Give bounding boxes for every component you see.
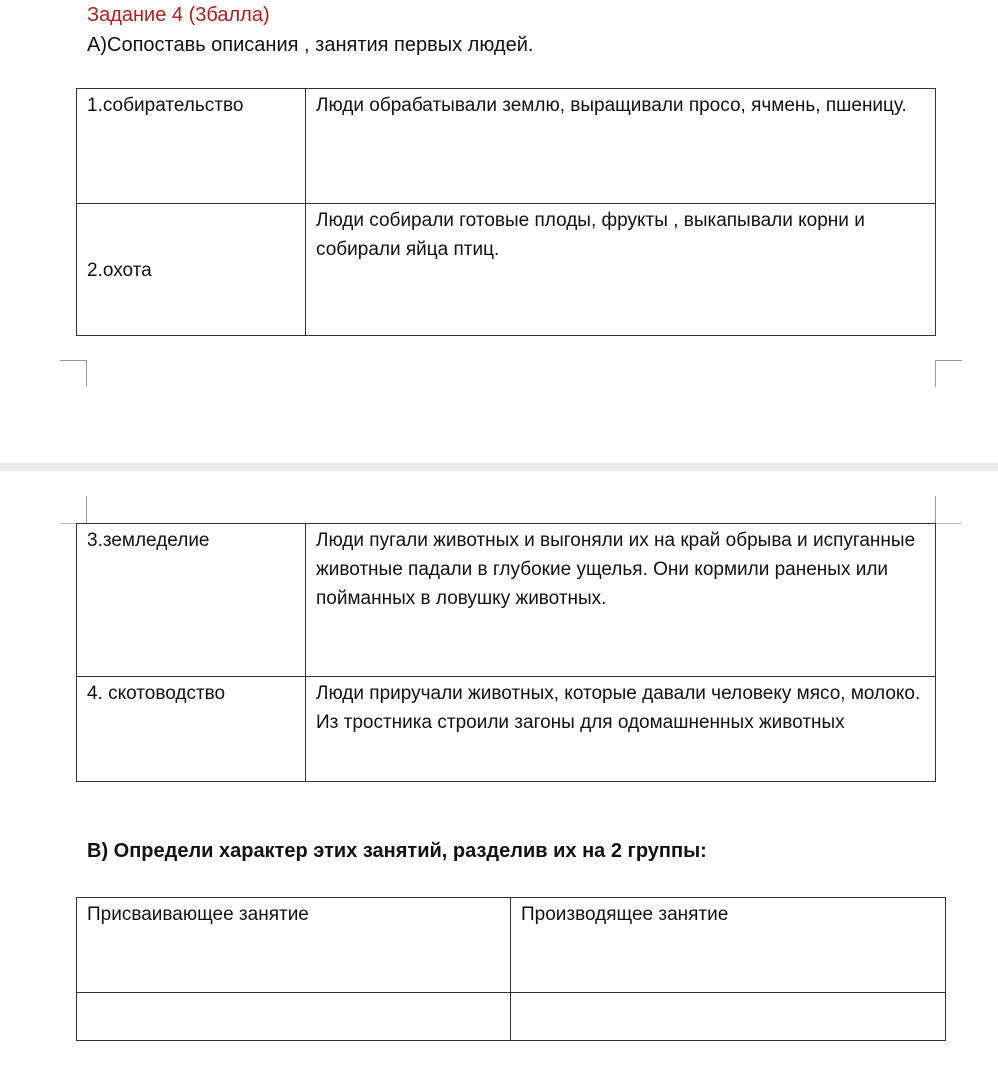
term-cell: 2.охота xyxy=(77,204,306,336)
matching-table-page2 xyxy=(76,523,936,782)
table-row xyxy=(77,677,936,782)
answer-cell[interactable] xyxy=(77,993,511,1041)
margin-mark xyxy=(935,360,936,387)
table-row xyxy=(77,993,946,1041)
margin-mark xyxy=(935,360,962,361)
table-row xyxy=(77,898,946,993)
margin-mark xyxy=(86,496,87,523)
task-title: Задание 4 (3балла) xyxy=(87,4,270,26)
part-b-heading: В) Определи характер этих занятий, разделив их на 2 группы: xyxy=(87,840,707,862)
table-row xyxy=(77,89,936,204)
description-cell: Люди пугали животных и выгоняли их на край обрыва и испуганные животные падали в глубокие ущелья. Они кормили раненых или пойманных в ловушку животных. xyxy=(306,524,936,677)
part-a-heading: А)Сопоставь описания , занятия первых людей. xyxy=(87,34,534,56)
description-cell: Люди обрабатывали землю, выращивали просо, ячмень, пшеницу. xyxy=(306,89,936,204)
term-cell: 4. скотоводство xyxy=(77,677,306,782)
matching-table-page1 xyxy=(76,88,936,336)
header-producing: Производящее занятие xyxy=(511,898,946,993)
term-cell: 3.земледелие xyxy=(77,524,306,677)
header-appropriating: Присваивающее занятие xyxy=(77,898,511,993)
description-cell: Люди собирали готовые плоды, фрукты , выкапывали корни и собирали яйца птиц. xyxy=(306,204,936,336)
margin-mark xyxy=(60,360,86,361)
page-break xyxy=(0,463,998,471)
grouping-table xyxy=(76,897,946,1041)
description-cell: Люди приручали животных, которые давали человеку мясо, молоко. Из тростника строили загоны для одомашненных животных xyxy=(306,677,936,782)
table-row xyxy=(77,204,936,336)
term-cell: 1.собирательство xyxy=(77,89,306,204)
answer-cell[interactable] xyxy=(511,993,946,1041)
margin-mark xyxy=(935,496,936,523)
table-row xyxy=(77,524,936,677)
margin-mark xyxy=(86,360,87,387)
